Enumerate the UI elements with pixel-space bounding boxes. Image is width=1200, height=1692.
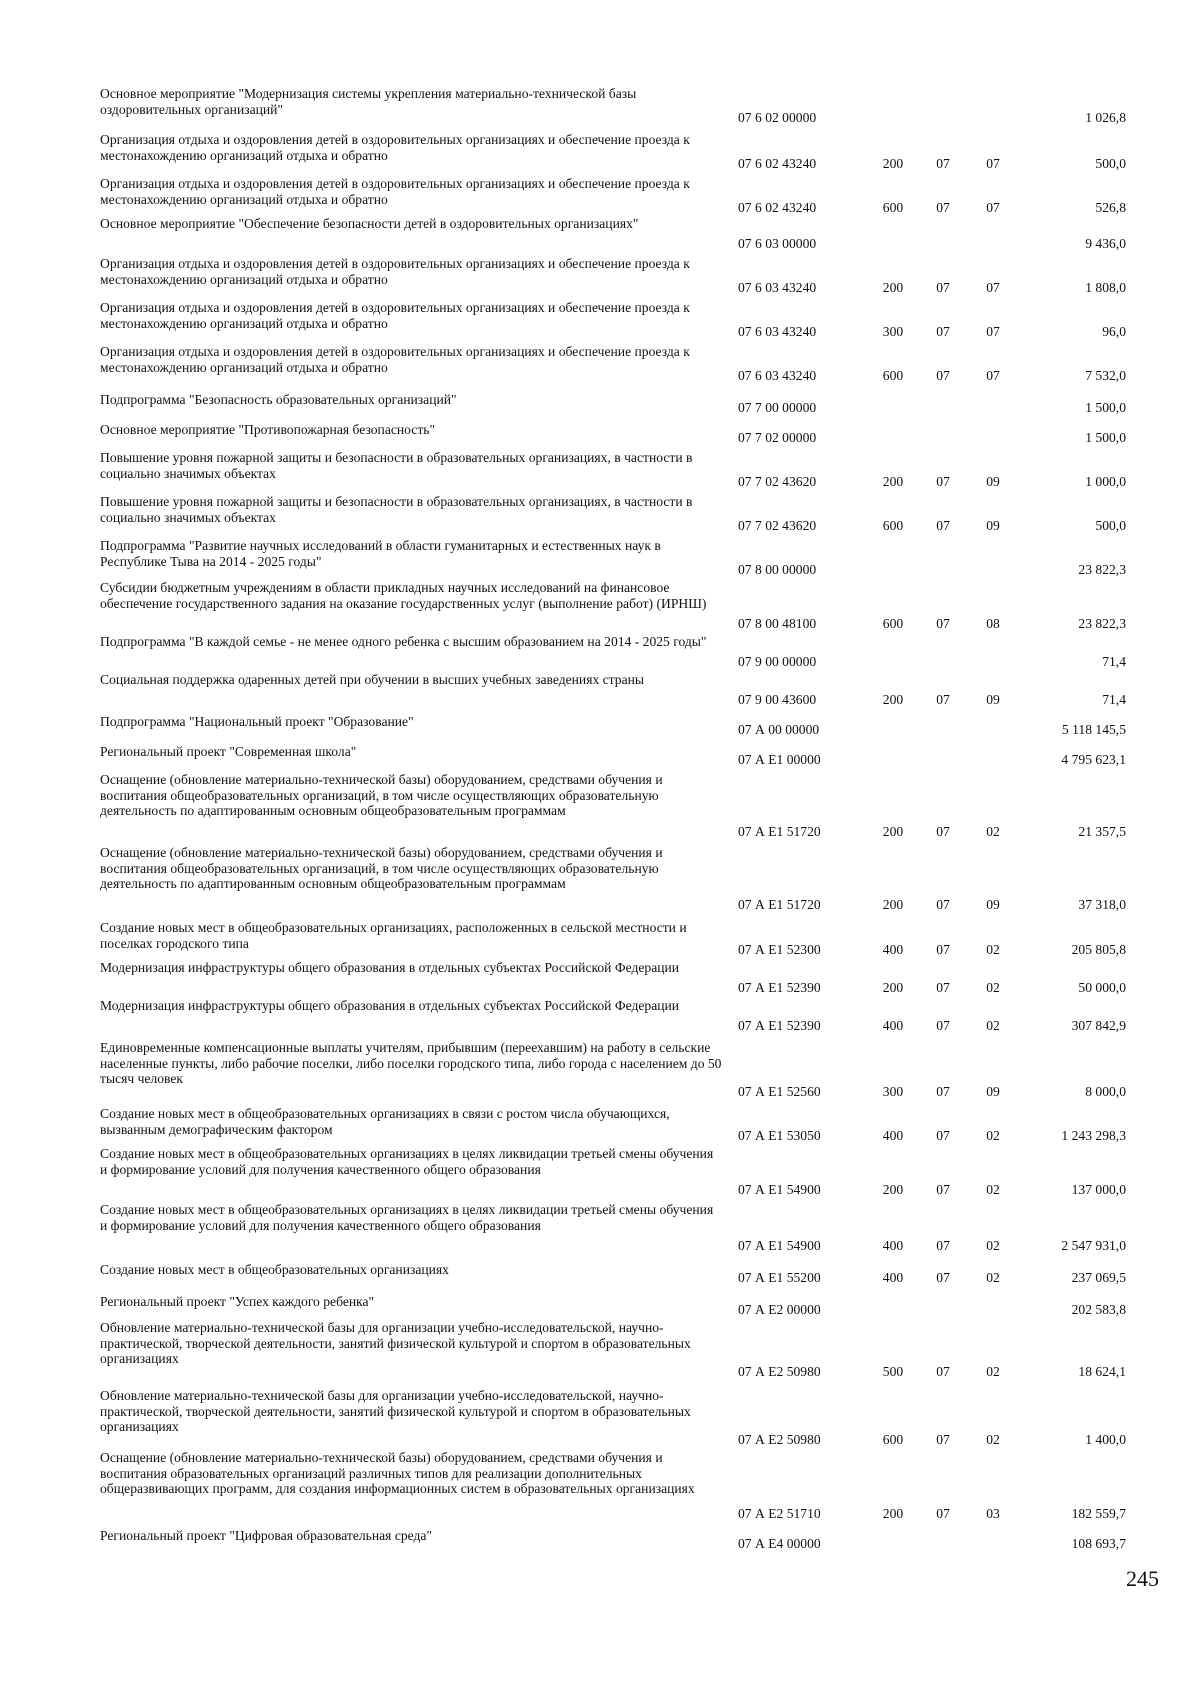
target-article-code: 07 А Е2 50980	[738, 1432, 821, 1448]
section-code: 07	[936, 980, 950, 996]
table-row	[0, 998, 1200, 1034]
target-article-code: 07 А Е1 52390	[738, 1018, 821, 1034]
expense-type-code: 200	[882, 1182, 904, 1198]
table-row	[0, 1106, 1200, 1144]
target-article-code: 07 6 02 43240	[738, 156, 817, 172]
subsection-code: 02	[986, 1432, 1000, 1448]
row-description: Основное мероприятие "Противопожарная безопасность"	[100, 422, 436, 437]
row-description: Организация отдыха и оздоровления детей в оздоровительных организациях и обеспечение проезда к местонахождению организаций отдыха и обратно	[100, 256, 690, 287]
expense-type-code: 400	[882, 1238, 904, 1254]
target-article-code: 07 А Е1 53050	[738, 1128, 821, 1144]
expense-type-code: 200	[882, 692, 904, 708]
section-code: 07	[936, 942, 950, 958]
target-article-code: 07 9 00 00000	[738, 654, 817, 670]
expense-type-code: 600	[882, 616, 904, 632]
amount-value: 18 624,1	[1078, 1364, 1126, 1380]
section-code: 07	[936, 156, 950, 172]
section-code: 07	[936, 1182, 950, 1198]
amount-value: 9 436,0	[1085, 236, 1126, 252]
target-article-code: 07 7 02 43620	[738, 518, 817, 534]
section-code: 07	[936, 824, 950, 840]
row-description: Модернизация инфраструктуры общего образования в отдельных субъектах Российской Федерации	[100, 998, 680, 1013]
amount-value: 50 000,0	[1078, 980, 1126, 996]
expense-type-code: 200	[882, 280, 904, 296]
row-description: Региональный проект "Современная школа"	[100, 744, 357, 759]
amount-value: 4 795 623,1	[1061, 752, 1126, 768]
target-article-code: 07 А Е1 52560	[738, 1084, 821, 1100]
expense-type-code: 600	[882, 518, 904, 534]
subsection-code: 03	[986, 1506, 1000, 1522]
amount-value: 500,0	[1095, 518, 1126, 534]
table-row	[0, 256, 1200, 296]
table-row	[0, 1040, 1200, 1100]
subsection-code: 02	[986, 1270, 1000, 1286]
table-row	[0, 344, 1200, 384]
table-row	[0, 392, 1200, 416]
table-row	[0, 300, 1200, 340]
row-description: Подпрограмма "Безопасность образовательных организаций"	[100, 392, 457, 407]
subsection-code: 07	[986, 156, 1000, 172]
section-code: 07	[936, 1238, 950, 1254]
row-description: Модернизация инфраструктуры общего образования в отдельных субъектах Российской Федерации	[100, 960, 680, 975]
target-article-code: 07 6 03 43240	[738, 368, 817, 384]
subsection-code: 02	[986, 1364, 1000, 1380]
subsection-code: 02	[986, 1182, 1000, 1198]
amount-value: 1 000,0	[1085, 474, 1126, 490]
section-code: 07	[936, 368, 950, 384]
amount-value: 526,8	[1095, 200, 1126, 216]
target-article-code: 07 А Е2 00000	[738, 1302, 821, 1318]
target-article-code: 07 А Е4 00000	[738, 1536, 821, 1552]
subsection-code: 09	[986, 897, 1000, 913]
table-row	[0, 772, 1200, 840]
subsection-code: 02	[986, 824, 1000, 840]
row-description: Подпрограмма "Развитие научных исследований в области гуманитарных и естественных наук в Республике Тыва на 2014 - 2025 годы"	[100, 538, 661, 569]
expense-type-code: 400	[882, 1270, 904, 1286]
row-description: Создание новых мест в общеобразовательных организациях в целях ликвидации третьей смены обучения и формирование условий для получения качественного общего образования	[100, 1146, 714, 1177]
target-article-code: 07 А Е1 52390	[738, 980, 821, 996]
row-description: Повышение уровня пожарной защиты и безопасности в образовательных организациях, в частности в социально значимых объектах	[100, 494, 693, 525]
section-code: 07	[936, 897, 950, 913]
row-description: Подпрограмма "В каждой семье - не менее одного ребенка с высшим образованием на 2014 - 2025 годы"	[100, 634, 707, 649]
section-code: 07	[936, 1270, 950, 1286]
row-description: Региональный проект "Цифровая образовательная среда"	[100, 1528, 433, 1543]
row-description: Социальная поддержка одаренных детей при обучении в высших учебных заведениях страны	[100, 672, 645, 687]
section-code: 07	[936, 200, 950, 216]
target-article-code: 07 7 00 00000	[738, 400, 817, 416]
table-row	[0, 1294, 1200, 1318]
amount-value: 23 822,3	[1078, 616, 1126, 632]
section-code: 07	[936, 474, 950, 490]
section-code: 07	[936, 1084, 950, 1100]
row-description: Обновление материально-технической базы для организации учебно-исследовательской, научно-практической, творческой деятельности, занятий физической культурой и спортом в образовательных организациях	[100, 1320, 691, 1367]
table-row	[0, 1388, 1200, 1448]
table-row	[0, 450, 1200, 490]
expense-type-code: 600	[882, 200, 904, 216]
section-code: 07	[936, 1128, 950, 1144]
section-code: 07	[936, 1018, 950, 1034]
row-description: Подпрограмма "Национальный проект "Образование"	[100, 714, 414, 729]
table-row	[0, 920, 1200, 958]
target-article-code: 07 А 00 00000	[738, 722, 820, 738]
expense-type-code: 500	[882, 1364, 904, 1380]
page-number: 245	[1126, 1566, 1159, 1591]
row-description: Субсидии бюджетным учреждениям в области прикладных научных исследований на финансовое обеспечение государственного задания на оказание государственных услуг (выполнение работ) (ИРНШ)	[100, 580, 707, 611]
section-code: 07	[936, 1432, 950, 1448]
section-code: 07	[936, 518, 950, 534]
table-row	[0, 538, 1200, 578]
amount-value: 1 026,8	[1085, 110, 1126, 126]
target-article-code: 07 8 00 48100	[738, 616, 817, 632]
section-code: 07	[936, 324, 950, 340]
target-article-code: 07 А Е1 54900	[738, 1182, 821, 1198]
amount-value: 5 118 145,5	[1061, 722, 1126, 738]
expense-type-code: 200	[882, 980, 904, 996]
amount-value: 108 693,7	[1071, 1536, 1126, 1552]
target-article-code: 07 А Е1 55200	[738, 1270, 821, 1286]
expense-type-code: 400	[882, 1018, 904, 1034]
table-row	[0, 845, 1200, 913]
table-row	[0, 1528, 1200, 1552]
target-article-code: 07 6 03 43240	[738, 324, 817, 340]
table-row	[0, 132, 1200, 172]
target-article-code: 07 А Е1 51720	[738, 824, 821, 840]
subsection-code: 02	[986, 1128, 1000, 1144]
table-row	[0, 960, 1200, 996]
subsection-code: 09	[986, 474, 1000, 490]
target-article-code: 07 7 02 43620	[738, 474, 817, 490]
subsection-code: 09	[986, 518, 1000, 534]
table-row	[0, 1202, 1200, 1254]
row-description: Создание новых мест в общеобразовательных организациях	[100, 1262, 449, 1277]
row-description: Оснащение (обновление материально-технической базы) оборудованием, средствами обучения и воспитания общеобразовательных организаций, в том числе осуществляющих образовательную деятельность по адаптированным основным общеобразовательным программам	[100, 845, 663, 892]
amount-value: 137 000,0	[1071, 1182, 1126, 1198]
table-row	[0, 1146, 1200, 1198]
amount-value: 71,4	[1102, 654, 1126, 670]
table-row	[0, 1320, 1200, 1380]
subsection-code: 02	[986, 1018, 1000, 1034]
target-article-code: 07 А Е1 52300	[738, 942, 821, 958]
row-description: Региональный проект "Успех каждого ребенка"	[100, 1294, 375, 1309]
row-description: Создание новых мест в общеобразовательных организациях в связи с ростом числа обучающихся, вызванным демографическим фактором	[100, 1106, 670, 1137]
target-article-code: 07 А Е1 51720	[738, 897, 821, 913]
table-row	[0, 494, 1200, 534]
expense-type-code: 400	[882, 942, 904, 958]
table-row	[0, 1450, 1200, 1522]
subsection-code: 02	[986, 942, 1000, 958]
row-description: Единовременные компенсационные выплаты учителям, прибывшим (переехавшим) на работу в сельские населенные пункты, либо рабочие поселки, либо поселки городского типа, либо города с населением до 50 тысяч человек	[100, 1040, 722, 1087]
row-description: Организация отдыха и оздоровления детей в оздоровительных организациях и обеспечение проезда к местонахождению организаций отдыха и обратно	[100, 300, 690, 331]
amount-value: 307 842,9	[1071, 1018, 1126, 1034]
row-description: Обновление материально-технической базы для организации учебно-исследовательской, научно-практической, творческой деятельности, занятий физической культурой и спортом в образовательных организациях	[100, 1388, 691, 1435]
amount-value: 1 500,0	[1085, 400, 1126, 416]
amount-value: 96,0	[1102, 324, 1126, 340]
row-description: Организация отдыха и оздоровления детей в оздоровительных организациях и обеспечение проезда к местонахождению организаций отдыха и обратно	[100, 344, 690, 375]
subsection-code: 09	[986, 1084, 1000, 1100]
subsection-code: 09	[986, 692, 1000, 708]
amount-value: 2 547 931,0	[1061, 1238, 1126, 1254]
section-code: 07	[936, 1506, 950, 1522]
amount-value: 8 000,0	[1085, 1084, 1126, 1100]
amount-value: 1 400,0	[1085, 1432, 1126, 1448]
row-description: Организация отдыха и оздоровления детей в оздоровительных организациях и обеспечение проезда к местонахождению организаций отдыха и обратно	[100, 132, 690, 163]
amount-value: 37 318,0	[1078, 897, 1126, 913]
amount-value: 237 069,5	[1071, 1270, 1126, 1286]
row-description: Создание новых мест в общеобразовательных организациях в целях ликвидации третьей смены обучения и формирование условий для получения качественного общего образования	[100, 1202, 714, 1233]
expense-type-code: 600	[882, 1432, 904, 1448]
expense-type-code: 200	[882, 824, 904, 840]
table-row	[0, 580, 1200, 632]
table-row	[0, 176, 1200, 216]
row-description: Основное мероприятие "Обеспечение безопасности детей в оздоровительных организациях"	[100, 216, 639, 231]
table-row	[0, 422, 1200, 446]
amount-value: 21 357,5	[1078, 824, 1126, 840]
row-description: Создание новых мест в общеобразовательных организациях, расположенных в сельской местности и поселках городского типа	[100, 920, 687, 951]
target-article-code: 07 А Е2 50980	[738, 1364, 821, 1380]
subsection-code: 07	[986, 324, 1000, 340]
target-article-code: 07 6 03 43240	[738, 280, 817, 296]
amount-value: 205 805,8	[1071, 942, 1126, 958]
subsection-code: 02	[986, 1238, 1000, 1254]
expense-type-code: 200	[882, 897, 904, 913]
row-description: Оснащение (обновление материально-технической базы) оборудованием, средствами обучения и воспитания общеобразовательных организаций, в том числе осуществляющих образовательную деятельность по адаптированным основным общеобразовательным программам	[100, 772, 663, 819]
table-row	[0, 634, 1200, 670]
expense-type-code: 600	[882, 368, 904, 384]
expense-type-code: 200	[882, 474, 904, 490]
target-article-code: 07 6 02 00000	[738, 110, 817, 126]
target-article-code: 07 А Е1 00000	[738, 752, 821, 768]
section-code: 07	[936, 1364, 950, 1380]
expense-type-code: 200	[882, 1506, 904, 1522]
amount-value: 1 500,0	[1085, 430, 1126, 446]
amount-value: 182 559,7	[1071, 1506, 1126, 1522]
subsection-code: 08	[986, 616, 1000, 632]
target-article-code: 07 9 00 43600	[738, 692, 817, 708]
expense-type-code: 200	[882, 156, 904, 172]
target-article-code: 07 6 03 00000	[738, 236, 817, 252]
table-row	[0, 672, 1200, 708]
section-code: 07	[936, 280, 950, 296]
amount-value: 71,4	[1102, 692, 1126, 708]
target-article-code: 07 7 02 00000	[738, 430, 817, 446]
expense-type-code: 300	[882, 1084, 904, 1100]
section-code: 07	[936, 692, 950, 708]
subsection-code: 07	[986, 280, 1000, 296]
subsection-code: 07	[986, 368, 1000, 384]
amount-value: 202 583,8	[1071, 1302, 1126, 1318]
table-row	[0, 86, 1200, 126]
row-description: Оснащение (обновление материально-технической базы) оборудованием, средствами обучения и воспитания образовательных организаций различных типов для реализации дополнительных общеразвивающих программ, для создания информационных систем в образовательных организациях	[100, 1450, 695, 1497]
target-article-code: 07 6 02 43240	[738, 200, 817, 216]
table-row	[0, 1262, 1200, 1286]
subsection-code: 07	[986, 200, 1000, 216]
row-description: Повышение уровня пожарной защиты и безопасности в образовательных организациях, в частности в социально значимых объектах	[100, 450, 693, 481]
amount-value: 23 822,3	[1078, 562, 1126, 578]
row-description: Основное мероприятие "Модернизация системы укрепления материально-технической базы оздоровительных организаций"	[100, 86, 637, 117]
table-row	[0, 714, 1200, 738]
amount-value: 500,0	[1095, 156, 1126, 172]
target-article-code: 07 А Е2 51710	[738, 1506, 821, 1522]
expense-type-code: 300	[882, 324, 904, 340]
subsection-code: 02	[986, 980, 1000, 996]
target-article-code: 07 8 00 00000	[738, 562, 817, 578]
expense-type-code: 400	[882, 1128, 904, 1144]
table-row	[0, 216, 1200, 252]
section-code: 07	[936, 616, 950, 632]
row-description: Организация отдыха и оздоровления детей в оздоровительных организациях и обеспечение проезда к местонахождению организаций отдыха и обратно	[100, 176, 690, 207]
amount-value: 1 243 298,3	[1061, 1128, 1126, 1144]
amount-value: 1 808,0	[1085, 280, 1126, 296]
amount-value: 7 532,0	[1085, 368, 1126, 384]
target-article-code: 07 А Е1 54900	[738, 1238, 821, 1254]
table-row	[0, 744, 1200, 768]
